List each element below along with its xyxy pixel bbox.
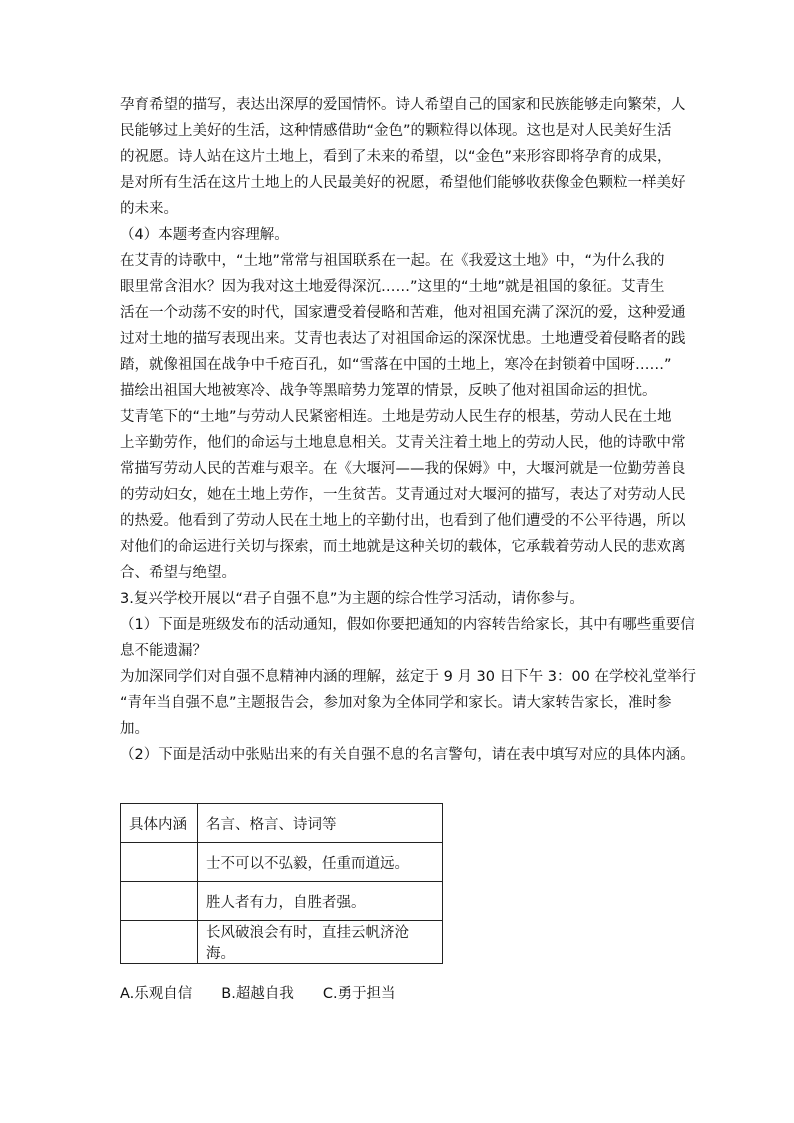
paragraph-line: 描绘出祖国大地被寒冷、战争等黑暗势力笼罩的情景，反映了他对祖国命运的担忧。 bbox=[120, 383, 657, 399]
question-heading: 3.复兴学校开展以“君子自强不息”为主题的综合性学习活动，请你参与。 bbox=[120, 591, 584, 607]
notice-line: “青年当自强不息”主题报告会，参加对象为全体同学和家长。请大家转告家长，准时参 bbox=[120, 695, 672, 711]
table-header-cell: 名言、格言、诗词等 bbox=[198, 804, 443, 843]
paragraph-line: 的祝愿。诗人站在这片土地上，看到了未来的希望，以“金色”来形容即将孕育的成果， bbox=[120, 149, 672, 165]
answer-cell[interactable] bbox=[121, 921, 198, 964]
paragraph-line: 常描写劳动人民的苦难与艰辛。在《大堰河——我的保姆》中，大堰河就是一位勤劳善良 bbox=[120, 461, 686, 477]
paragraph-line: 的劳动妇女，她在土地上劳作，一生贫苦。艾青通过对大堰河的描写，表达了对劳动人民 bbox=[120, 487, 686, 503]
paragraph-line: 艾青笔下的“土地”与劳动人民紧密相连。土地是劳动人民生存的根基，劳动人民在土地 bbox=[120, 409, 672, 425]
paragraph-line: 在艾青的诗歌中，“土地”常常与祖国联系在一起。在《我爱这土地》中，“为什么我的 bbox=[120, 253, 665, 269]
paragraph-line: （1）下面是班级发布的活动通知，假如你要把通知的内容转告给家长，其中有哪些重要信 bbox=[120, 617, 695, 633]
quote-cell: 长风破浪会有时，直挂云帆济沧海。 bbox=[198, 921, 443, 964]
paragraph-line: 是对所有生活在这片土地上的人民最美好的祝愿，希望他们能够收获像金色颗粒一样美好 bbox=[120, 175, 686, 191]
answer-cell[interactable] bbox=[121, 843, 198, 882]
paragraph-line: 对他们的命运进行关切与探索，而土地就是这种关切的载体，它承载着劳动人民的悲欢离 bbox=[120, 539, 686, 555]
paragraph-line: 过对土地的描写表现出来。艾青也表达了对祖国命运的深深忧患。土地遭受着侵略者的践 bbox=[120, 331, 686, 347]
subquestion-heading: （4）本题考查内容理解。 bbox=[120, 227, 289, 243]
table-row bbox=[121, 843, 443, 882]
paragraph-line: （2）下面是活动中张贴出来的有关自强不息的名言警句，请在表中填写对应的具体内涵。 bbox=[120, 747, 695, 763]
table-header-row bbox=[121, 804, 443, 843]
notice-line: 为加深同学们对自强不息精神内涵的理解，兹定于 9 月 30 日下午 3：00 在学校礼堂举行 bbox=[120, 669, 697, 685]
paragraph-line: 上辛勤劳作，他们的命运与土地息息相关。艾青关注着土地上的劳动人民，他的诗歌中常 bbox=[120, 435, 686, 451]
quote-cell: 士不可以不弘毅，任重而道远。 bbox=[198, 843, 443, 882]
table-row bbox=[121, 921, 443, 964]
paragraph-line: 的热爱。他看到了劳动人民在土地上的辛勤付出，也看到了他们遭受的不公平待遇，所以 bbox=[120, 513, 686, 529]
table-header-cell: 具体内涵 bbox=[121, 804, 198, 843]
paragraph-line: 孕育希望的描写，表达出深厚的爱国情怀。诗人希望自己的国家和民族能够走向繁荣，人 bbox=[120, 97, 686, 113]
paragraph-line: 眼里常含泪水？因为我对这土地爱得深沉……”这里的“土地”就是祖国的象征。艾青生 bbox=[120, 279, 665, 295]
notice-line: 加。 bbox=[120, 721, 149, 737]
quote-cell: 胜人者有力，自胜者强。 bbox=[198, 882, 443, 921]
answer-cell[interactable] bbox=[121, 882, 198, 921]
paragraph-line: 合、希望与绝望。 bbox=[120, 565, 236, 581]
answer-options: A.乐观自信 B.超越自我 C.勇于担当 bbox=[120, 986, 396, 1002]
quotes-table bbox=[120, 803, 443, 964]
table-row bbox=[121, 882, 443, 921]
paragraph-line: 的未来。 bbox=[120, 201, 178, 217]
paragraph-line: 活在一个动荡不安的时代，国家遭受着侵略和苦难，他对祖国充满了深沉的爱，这种爱通 bbox=[120, 305, 686, 321]
paragraph-line: 民能够过上美好的生活，这种情感借助“金色”的颗粒得以体现。这也是对人民美好生活 bbox=[120, 123, 672, 139]
paragraph-line: 踏，就像祖国在战争中千疮百孔，如“雪落在中国的土地上，寒冷在封锁着中国呀……” bbox=[120, 357, 672, 373]
paragraph-line: 息不能遗漏？ bbox=[120, 643, 207, 659]
